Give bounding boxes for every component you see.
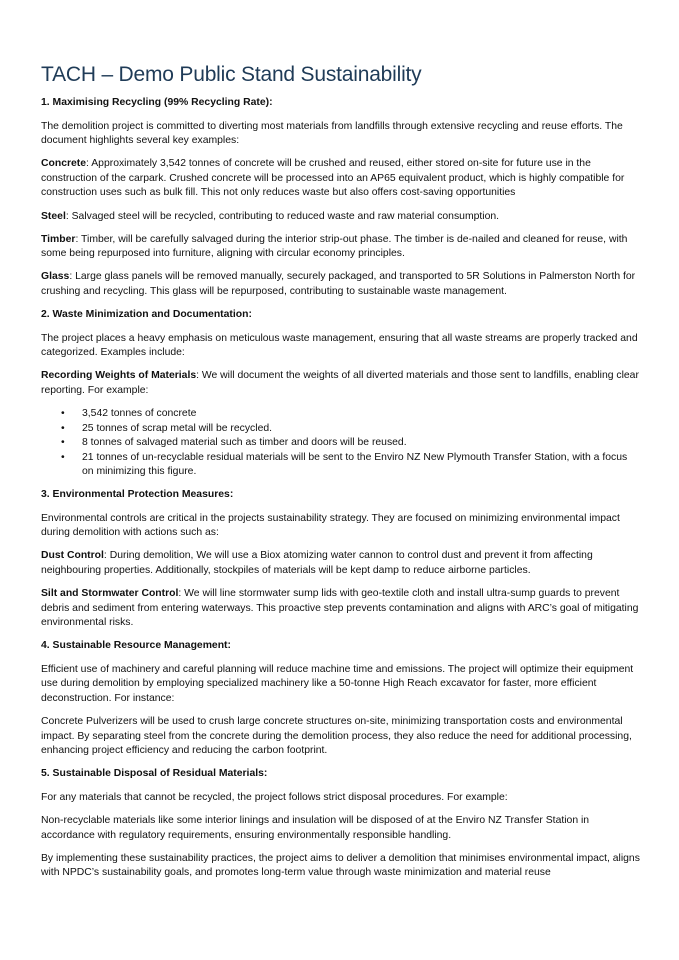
list-item: [41, 407, 641, 422]
list-item: [41, 436, 641, 451]
bullet-icon: •: [61, 422, 65, 434]
silt-text: : We will line stormwater sump lids with geo-textile cloth and install ultra-sump guards to prevent debris and sediment from entering waterways. This proactive step prevents contamination and aligns with ARC’s goal of mitigating environmental risks.: [41, 587, 639, 629]
recording-paragraph: [41, 369, 641, 398]
glass-term: Glass: [41, 271, 70, 283]
timber-term: Timber: [41, 233, 76, 245]
glass-text: : Large glass panels will be removed manually, securely packaged, and transported to 5R Solutions in Palmerston North for crushing and recycling. This glass will be repurposed, contributing to sustainable waste management.: [41, 271, 636, 297]
timber-text: : Timber, will be carefully salvaged during the interior strip-out phase. The timber is de-nailed and cleaned for reuse, with some being repurposed into furniture, aligning with circular economy principles.: [41, 233, 628, 260]
steel-term: Steel: [41, 210, 66, 222]
section-heading-recycling: 1. Maximising Recycling (99% Recycling Rate):: [41, 97, 273, 108]
dust-paragraph: [41, 549, 641, 578]
list-item: [41, 422, 641, 437]
silt-paragraph: [41, 587, 641, 631]
bullet-icon: •: [61, 437, 65, 449]
section-heading-resource: 4. Sustainable Resource Management:: [41, 640, 231, 652]
list-item: [41, 451, 641, 480]
list-item-text: 25 tonnes of scrap metal will be recycled.: [82, 422, 273, 434]
concrete-text: : Approximately 3,542 tonnes of concrete will be crushed and reused, either stored on-site for future use in the construction of the carpark. Crushed concrete will be processed into an AP65 equivalent product, which is highly compatible for construction uses such as bulk fill. This not only reduces waste but also offers cost-saving opportunities: [41, 158, 625, 199]
resource-paragraph-2: Concrete Pulverizers will be used to crush large concrete structures on-site, minimizing transportation costs and environmental impact. By separating steel from the concrete during the demolition process, they also reduce the need for additional processing, enhancing project efficiency and reducing the carbon footprint.: [41, 716, 632, 757]
section-heading-environment: 3. Environmental Protection Measures:: [41, 488, 234, 500]
section-heading-disposal: 5. Sustainable Disposal of Residual Materials:: [41, 768, 268, 780]
timber-paragraph: [41, 233, 641, 262]
disposal-paragraph-2: Non-recyclable materials like some interior linings and insulation will be disposed of at the Enviro NZ Transfer Station in accordance with regulatory requirements, ensuring environmentally responsible handling.: [41, 815, 590, 841]
disposal-paragraph-1: For any materials that cannot be recycled, the project follows strict disposal procedures. For example:: [41, 791, 508, 803]
steel-paragraph: [41, 210, 641, 225]
list-item-text: 21 tonnes of un-recyclable residual materials will be sent to the Enviro NZ New Plymouth Transfer Station, with a focus on minimizing this figure.: [82, 451, 628, 478]
concrete-paragraph: [41, 157, 641, 201]
section-heading-waste: 2. Waste Minimization and Documentation:: [41, 309, 252, 321]
resource-paragraph-1: Efficient use of machinery and careful planning will reduce machine time and emissions. The project will optimize their equipment use during demolition by employing specialized machinery like a 50-tonne High Reach excavator for faster, more efficient deconstruction. For instance:: [41, 663, 634, 704]
environment-intro: Environmental controls are critical in the projects sustainability strategy. They are focused on minimizing environmental impact during demolition with actions such as:: [41, 512, 620, 539]
waste-intro: The project places a heavy emphasis on meticulous waste management, ensuring that all waste streams are properly tracked and categorized. Examples include:: [41, 332, 638, 359]
bullet-icon: •: [61, 451, 65, 463]
recording-text: : We will document the weights of all diverted materials and those sent to landfills, enabling clear reporting. For example:: [41, 370, 639, 396]
list-item-text: 3,542 tonnes of concrete: [82, 408, 197, 419]
silt-term: Silt and Stormwater Control: [41, 587, 179, 599]
recycling-intro: The demolition project is committed to diverting most materials from landfills through extensive recycling and reuse efforts. The document highlights several key examples:: [41, 120, 623, 147]
document-title: TACH – Demo Public Stand Sustainability: [41, 63, 422, 86]
glass-paragraph: [41, 270, 641, 299]
bullet-icon: •: [61, 408, 65, 419]
dust-text: : During demolition, We will use a Biox atomizing water cannon to control dust and prevent it from affecting neighbouring properties. Additionally, stockpiles of materials will be kept damp to reduce airborne particles.: [41, 550, 593, 576]
dust-term: Dust Control: [41, 550, 104, 562]
recording-term: Recording Weights of Materials: [41, 370, 197, 382]
steel-text: : Salvaged steel will be recycled, contributing to reduced waste and raw material consumption.: [65, 210, 500, 222]
list-item-text: 8 tonnes of salvaged material such as timber and doors will be reused.: [82, 437, 407, 449]
document-page: [41, 62, 641, 889]
waste-list: [41, 407, 641, 480]
disposal-paragraph-3: By implementing these sustainability practices, the project aims to deliver a demolition that minimises environmental impact, aligns with NPDC’s sustainability goals, and promotes long-term value through waste minimization and material reuse: [41, 852, 640, 879]
concrete-term: Concrete: [41, 158, 87, 170]
